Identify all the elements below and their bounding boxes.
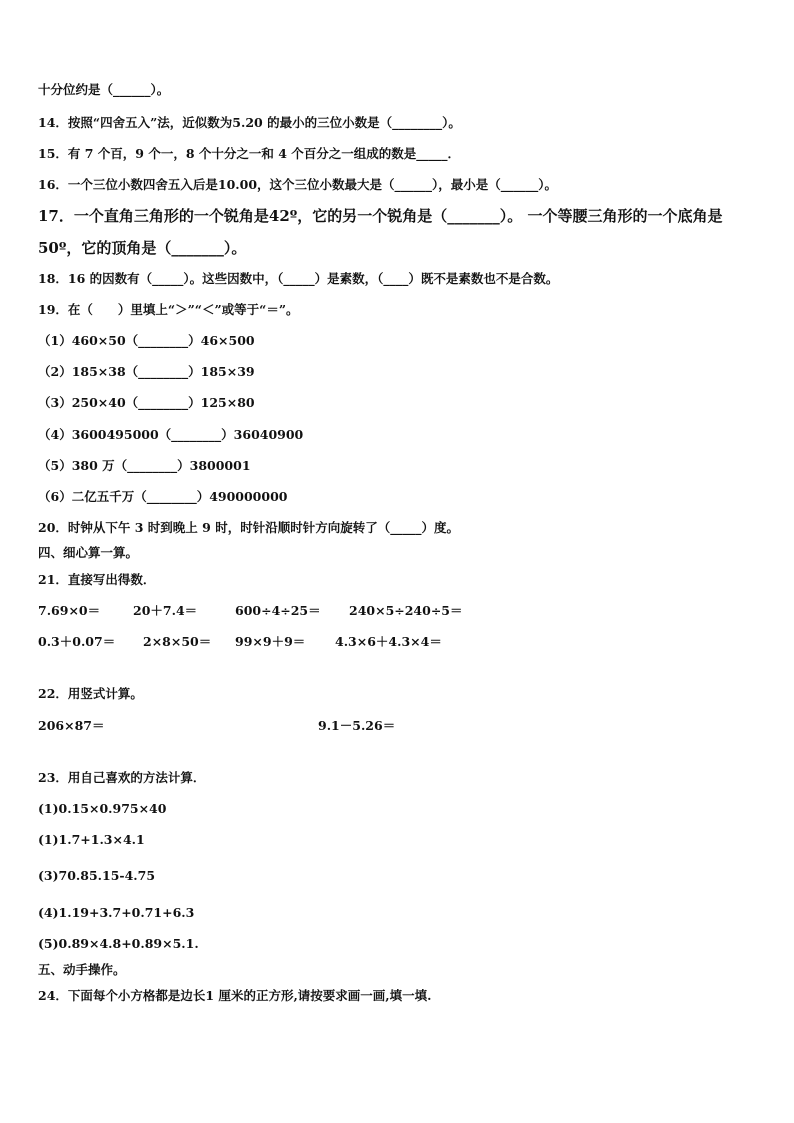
question-15: 15．有 7 个百，9 个一，8 个十分之一和 4 个百分之一组成的数是_____．: [38, 146, 461, 161]
section-5-heading: 五、动手操作。: [38, 962, 126, 977]
question-13-continued: 十分位约是（______）。: [38, 82, 170, 97]
q21-item: 2×8×50＝: [143, 634, 212, 649]
q21-item: 7.69×0＝: [38, 603, 101, 618]
question-17-line-1: 17．一个直角三角形的一个锐角是42º，它的另一个锐角是（_______）。 一个等腰三角形的一个底角是: [38, 207, 723, 225]
question-19-part-6: （6）二亿五千万（________）490000000: [38, 489, 288, 504]
question-19-part-1: （1）460×50（________）46×500: [38, 333, 255, 348]
question-18: 18．16 的因数有（_____）。这些因数中，（_____）是素数，（____）既不是素数也不是合数。: [38, 271, 559, 286]
question-17-line-2: 50º，它的顶角是（_______）。: [38, 239, 247, 257]
question-16: 16．一个三位小数四舍五入后是10.00，这个三位小数最大是（______），最小是（______）。: [38, 177, 558, 192]
question-22: 22．用竖式计算。: [38, 686, 143, 701]
q21-item: 99×9＋9＝: [235, 634, 306, 649]
section-4-heading: 四、细心算一算。: [38, 545, 139, 560]
question-21: 21．直接写出得数．: [38, 572, 156, 587]
question-19-part-4: （4）3600495000（________）36040900: [38, 427, 304, 442]
question-24: 24．下面每个小方格都是边长1 厘米的正方形,请按要求画一画,填一填.: [38, 988, 432, 1003]
q21-item: 0.3＋0.07＝: [38, 634, 116, 649]
q21-item: 240×5÷240÷5＝: [349, 603, 463, 618]
q22-item: 9.1－5.26＝: [318, 718, 396, 733]
q21-item: 600÷4÷25＝: [235, 603, 321, 618]
question-23-part-2: (1)1.7+1.3×4.1: [38, 832, 145, 847]
q21-item: 4.3×6＋4.3×4＝: [335, 634, 442, 649]
question-19-part-5: （5）380 万（________）3800001: [38, 458, 251, 473]
question-23-part-3: (3)70.85.15-4.75: [38, 868, 156, 883]
question-23-part-5: (5)0.89×4.8+0.89×5.1.: [38, 936, 199, 951]
question-14: 14．按照“四舍五入”法，近似数为5.20 的最小的三位小数是（________）。: [38, 115, 461, 130]
question-23-part-4: (4)1.19+3.7+0.71+6.3: [38, 905, 195, 920]
question-19-part-3: （3）250×40（________）125×80: [38, 395, 255, 410]
q22-item: 206×87＝: [38, 718, 105, 733]
question-19: 19．在（ ）里填上“＞”“＜”或等于“＝”。: [38, 302, 299, 317]
question-23-part-1: (1)0.15×0.975×40: [38, 801, 167, 816]
q21-item: 20＋7.4＝: [133, 603, 198, 618]
question-23: 23．用自己喜欢的方法计算．: [38, 770, 206, 785]
question-20: 20．时钟从下午 3 时到晚上 9 时，时针沿顺时针方向旋转了（_____）度。: [38, 520, 459, 535]
question-19-part-2: （2）185×38（________）185×39: [38, 364, 255, 379]
